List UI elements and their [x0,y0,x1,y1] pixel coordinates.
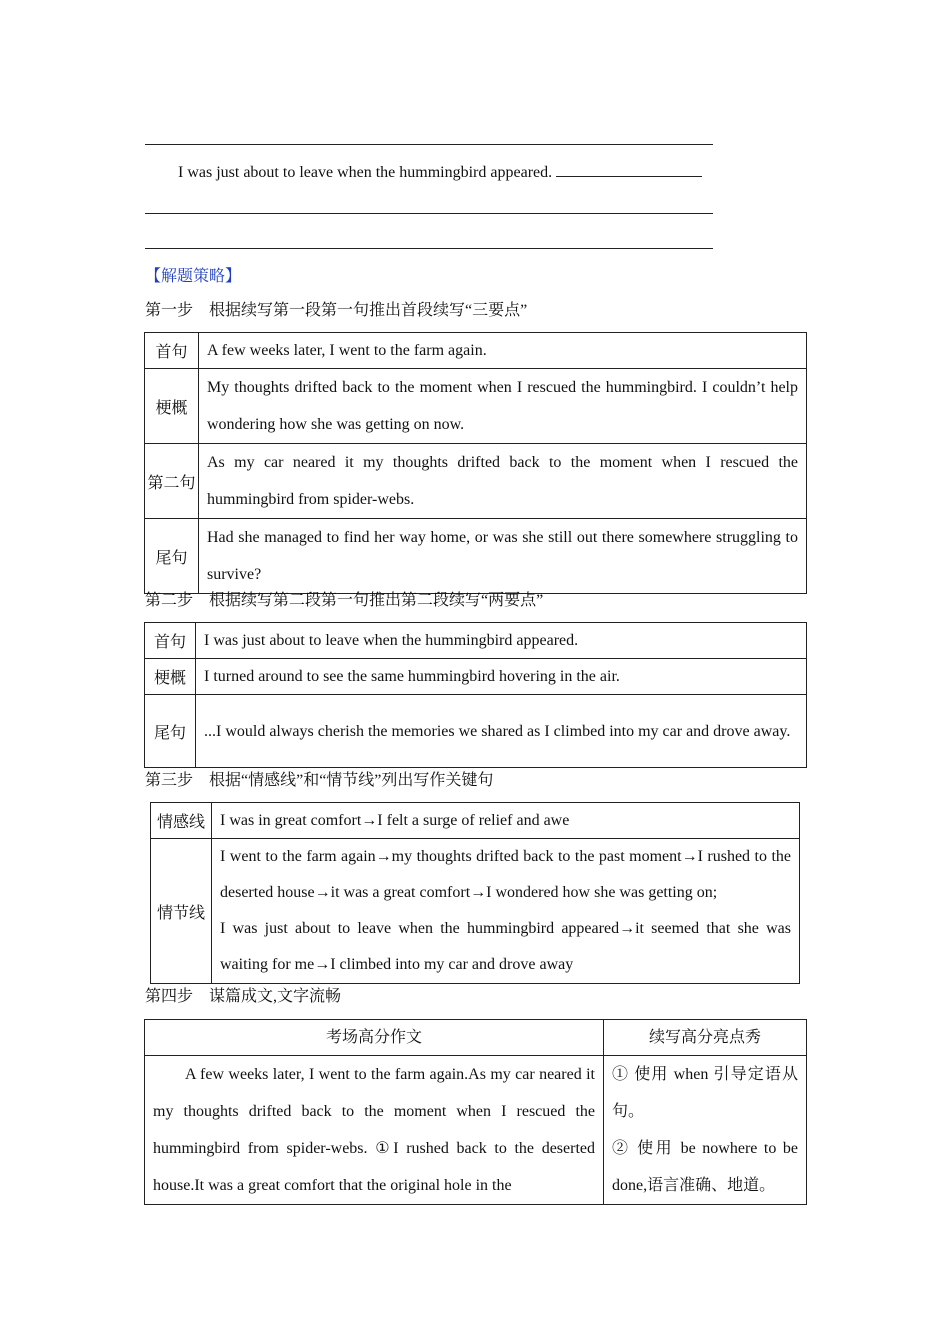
table-row [151,803,800,839]
continuation-prompt [178,161,702,184]
row-text: Had she managed to find her way home, or was she still out there somewhere struggling to survive? [199,519,807,594]
step1-table [144,332,807,594]
row-text: I was in great comfort→I felt a surge of relief and awe [212,803,800,839]
table-row [145,623,807,659]
row-text: ...I would always cherish the memories we shared as I climbed into my car and drove away. [196,695,807,768]
step2-table [144,622,807,768]
row-text: A few weeks later, I went to the farm again. [199,333,807,369]
table-row [145,369,807,444]
row-label: 尾句 [145,695,196,768]
highlight-note-2: ② 使用 be nowhere to be done,语言准确、地道。 [612,1140,798,1194]
row-text: My thoughts drifted back to the moment when I rescued the hummingbird. I couldn’t help wondering how she was getting on now. [199,369,807,444]
answer-line-1 [145,144,713,145]
step3-table [150,802,800,984]
row-label: 首句 [145,333,199,369]
row-label: 情节线 [151,839,212,984]
table-row [145,444,807,519]
table-row [145,695,807,768]
table-row [151,839,800,984]
table-row [145,659,807,695]
row-label: 梗概 [145,369,199,444]
row-text-group [212,839,800,984]
column-header-highlights: 续写高分亮点秀 [604,1020,807,1056]
table-row [145,1056,807,1205]
row-label: 尾句 [145,519,199,594]
row-text: I was just about to leave when the hummingbird appeared. [196,623,807,659]
continuation-sentence: I was just about to leave when the hummingbird appeared. [178,164,553,181]
table-row [145,519,807,594]
row-text: I was just about to leave when the hummingbird appeared→it seemed that she was waiting for me→I climbed into my car and drove away [220,920,791,973]
step2-title: 第二步 根据续写第二段第一句推出第二段续写“两要点” [145,592,544,609]
column-header-essay: 考场高分作文 [145,1020,604,1056]
step4-title: 第四步 谋篇成文,文字流畅 [145,988,342,1005]
answer-line-2 [145,213,713,214]
step1-title: 第一步 根据续写第一段第一句推出首段续写“三要点” [145,302,528,319]
row-label: 第二句 [145,444,199,519]
step4-table [144,1019,807,1205]
row-label: 梗概 [145,659,196,695]
highlight-notes [604,1056,807,1205]
strategy-title: 【解题策略】 [145,268,242,285]
row-text: As my car neared it my thoughts drifted back to the moment when I rescued the hummingbird from spider-webs. [199,444,807,519]
table-header-row [145,1020,807,1056]
answer-line-3 [145,248,713,249]
step3-title: 第三步 根据“情感线”和“情节线”列出写作关键句 [145,772,494,789]
row-label: 首句 [145,623,196,659]
row-text: I turned around to see the same hummingbird hovering in the air. [196,659,807,695]
highlight-note-1: ① 使用 when 引导定语从句。 [612,1066,798,1120]
answer-blank [556,161,702,177]
row-text: I went to the farm again→my thoughts drifted back to the past moment→I rushed to the deserted house→it was a great comfort→I wondered how she was getting on; [220,848,791,901]
table-row [145,333,807,369]
essay-text: A few weeks later, I went to the farm again.As my car neared it my thoughts drifted back to the moment when I rescued the hummingbird from spider-webs. ①I rushed back to the deserted house.It was a great comfort that the original hole in the [145,1056,604,1205]
row-label: 情感线 [151,803,212,839]
